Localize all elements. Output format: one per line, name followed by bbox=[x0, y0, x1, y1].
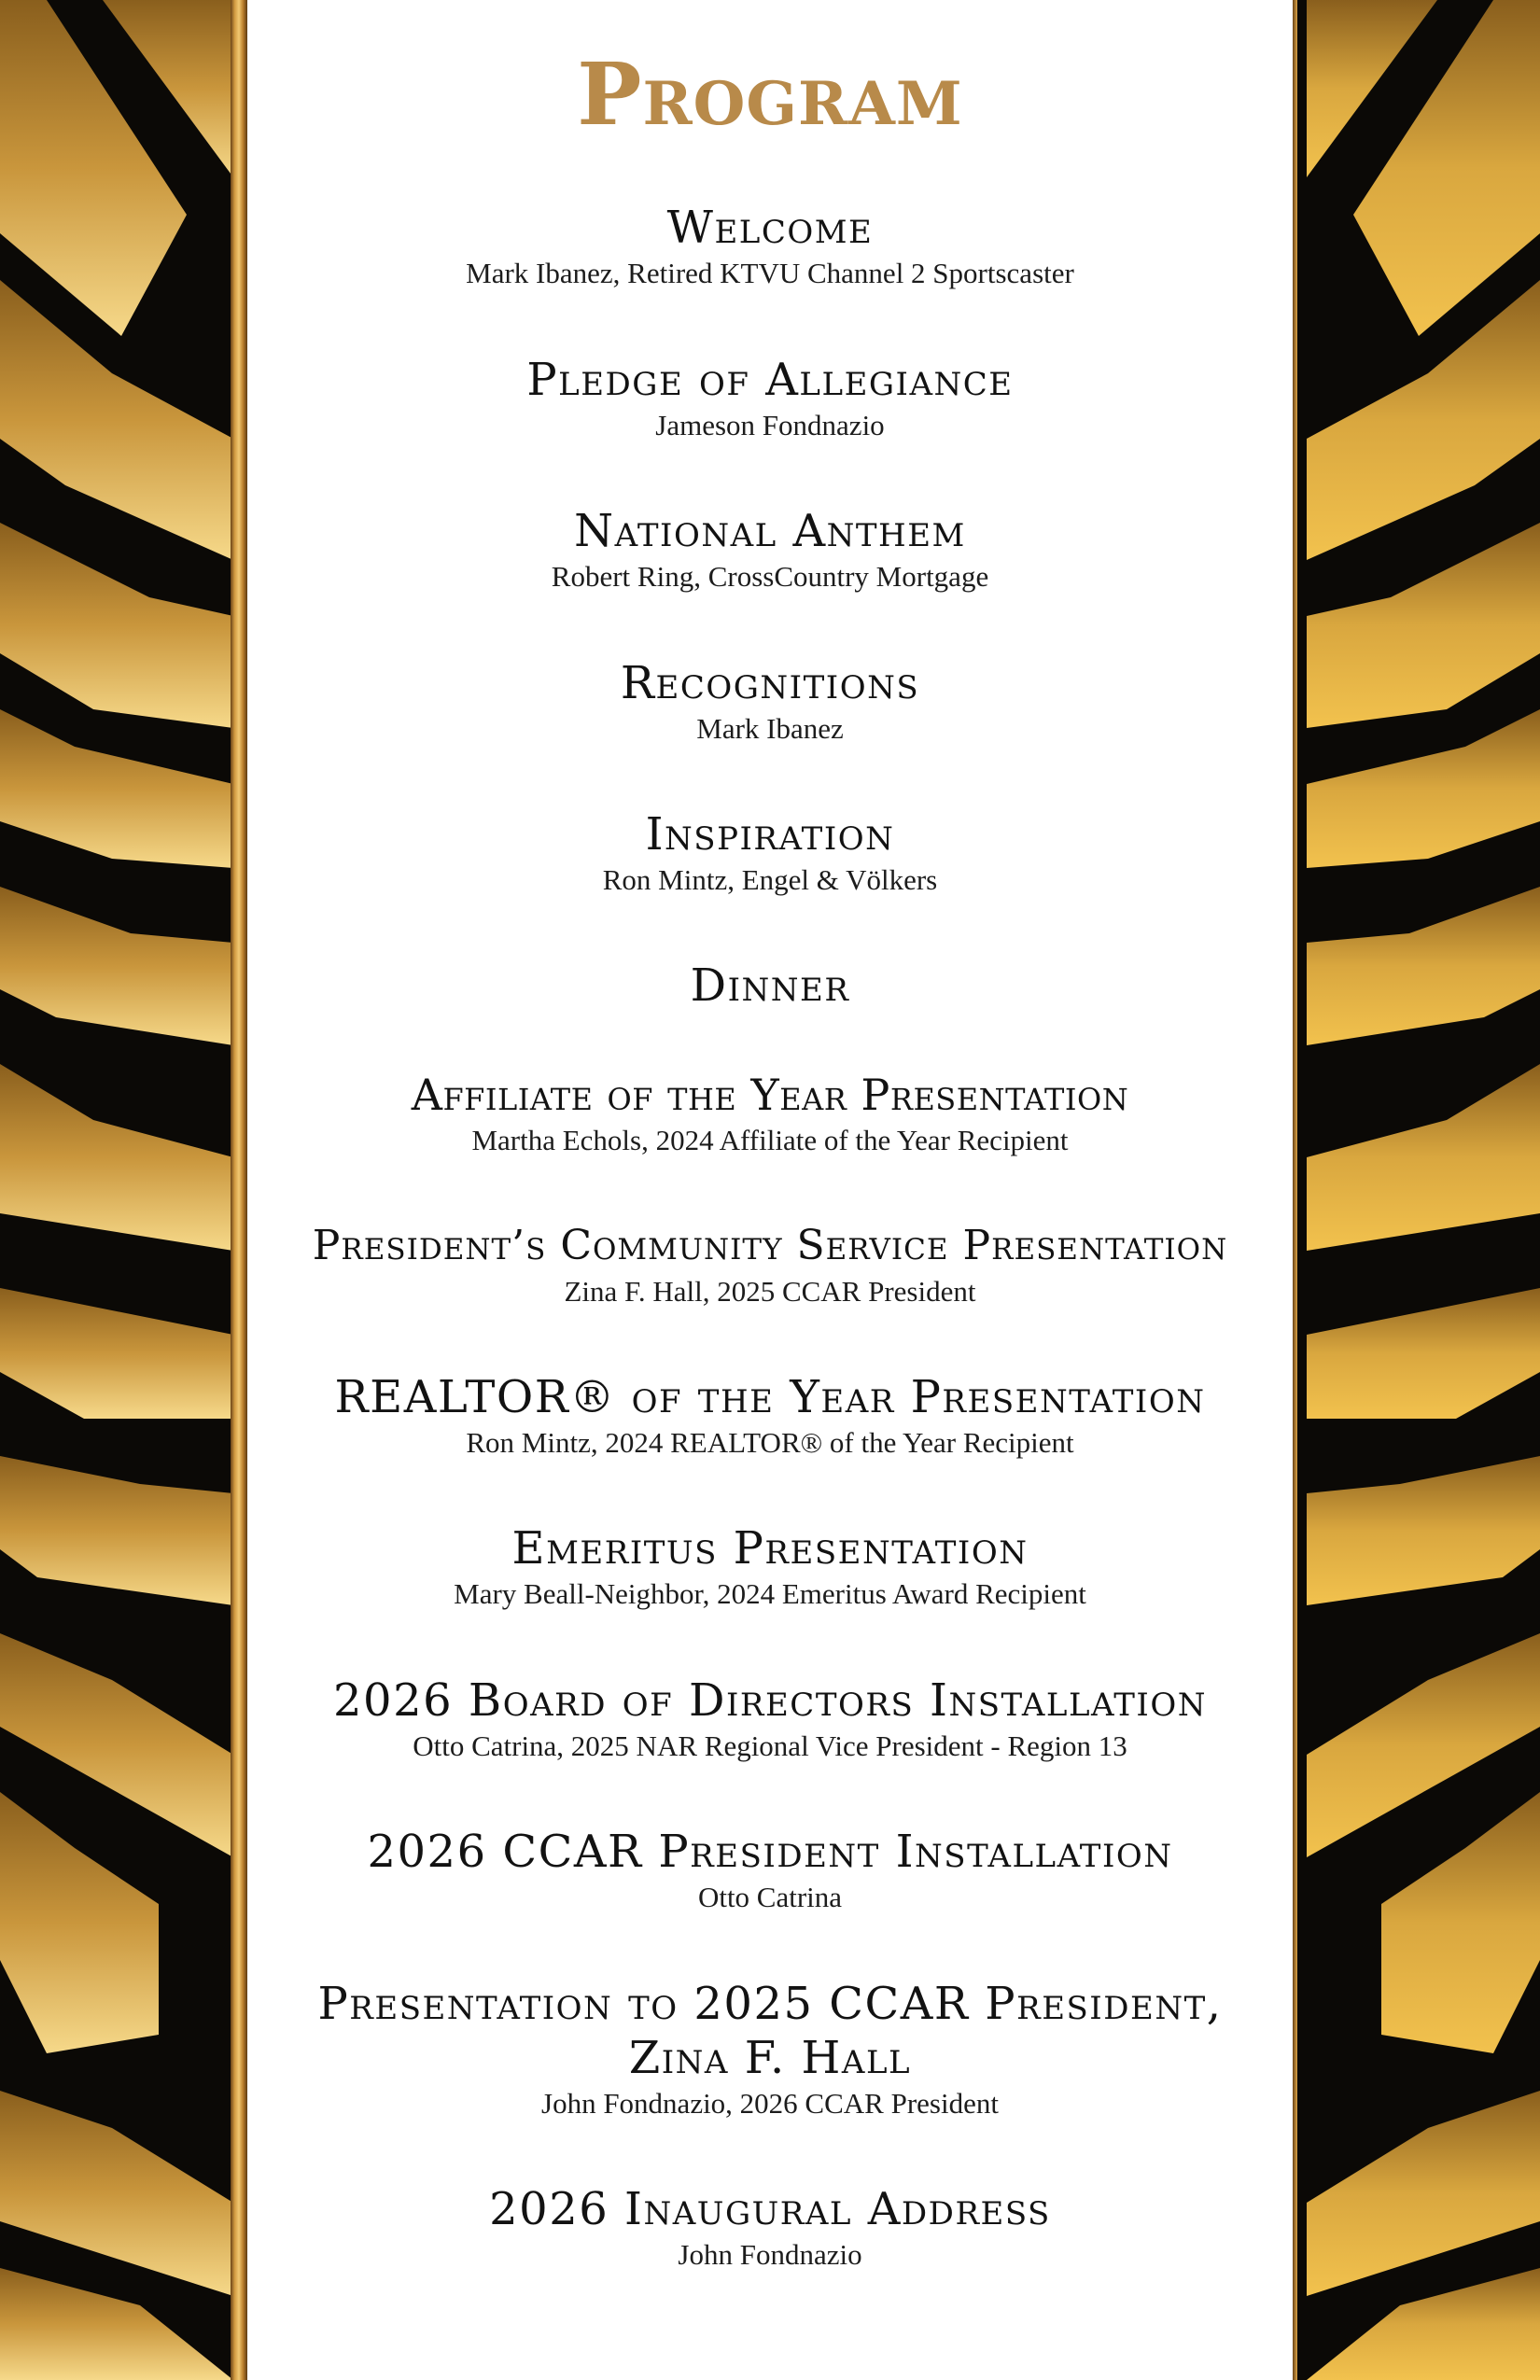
item-detail: Ron Mintz, 2024 REALTOR® of the Year Recipient bbox=[466, 1426, 1074, 1459]
program-item-affiliate-presentation bbox=[247, 1068, 1293, 1159]
program-item-dinner bbox=[247, 959, 1293, 1013]
program-item-recognitions bbox=[247, 656, 1293, 748]
program-item-welcome bbox=[247, 201, 1293, 292]
left-gold-pattern bbox=[0, 0, 243, 2380]
item-heading: Pledge of Allegiance bbox=[526, 354, 1014, 406]
left-gold-frame bbox=[231, 0, 247, 2380]
program-item-realtor-presentation bbox=[247, 1370, 1293, 1462]
item-heading: Recognitions bbox=[620, 657, 920, 709]
item-heading: National Anthem bbox=[574, 505, 966, 557]
program-item-community-service-presentation bbox=[247, 1219, 1293, 1310]
program-item-inspiration bbox=[247, 807, 1293, 899]
item-detail: John Fondnazio, 2026 CCAR President bbox=[541, 2087, 999, 2120]
item-heading: REALTOR® of the Year Presentation bbox=[334, 1371, 1206, 1423]
program-item-board-installation bbox=[247, 1673, 1293, 1765]
program-title: Program bbox=[577, 44, 963, 145]
item-heading: Dinner bbox=[690, 959, 850, 1012]
item-detail: Otto Catrina bbox=[697, 1881, 843, 1913]
item-heading-line2: Zina F. Hall bbox=[628, 2032, 912, 2084]
item-heading: Emeritus Presentation bbox=[511, 1522, 1029, 1575]
item-heading: 2026 Board of Directors Installation bbox=[333, 1674, 1207, 1727]
program-item-inaugural-address bbox=[247, 2182, 1293, 2274]
item-detail: Mary Beall-Neighbor, 2024 Emeritus Award Recipient bbox=[454, 1577, 1086, 1610]
program-item-president-installation bbox=[247, 1825, 1293, 1916]
item-heading: Inspiration bbox=[645, 808, 895, 861]
program-item-presentation-to-president bbox=[247, 1977, 1293, 2122]
item-detail: Robert Ring, CrossCountry Mortgage bbox=[551, 560, 989, 593]
item-heading: Affiliate of the Year Presentation bbox=[411, 1070, 1129, 1120]
item-heading: 2026 CCAR President Installation bbox=[367, 1826, 1173, 1878]
item-detail: Otto Catrina, 2025 NAR Regional Vice President - Region 13 bbox=[413, 1729, 1127, 1762]
item-detail: Mark Ibanez, Retired KTVU Channel 2 Sportscaster bbox=[466, 257, 1074, 289]
item-detail: Martha Echols, 2024 Affiliate of the Year Recipient bbox=[471, 1124, 1069, 1156]
item-heading-line1: Presentation to 2025 CCAR President, bbox=[317, 1978, 1223, 2030]
left-decorative-border bbox=[0, 0, 243, 2380]
program-item-emeritus-presentation bbox=[247, 1521, 1293, 1613]
right-gold-pattern bbox=[1297, 0, 1540, 2380]
program-item-pledge bbox=[247, 353, 1293, 444]
item-detail: Jameson Fondnazio bbox=[655, 409, 885, 441]
item-heading: 2026 Inaugural Address bbox=[489, 2183, 1051, 2235]
program-item-anthem bbox=[247, 504, 1293, 595]
item-detail: Mark Ibanez bbox=[696, 712, 844, 745]
program-panel bbox=[247, 0, 1293, 2380]
item-heading: Welcome bbox=[666, 202, 874, 254]
item-heading: President’s Community Service Presentation bbox=[312, 1222, 1228, 1269]
item-detail: John Fondnazio bbox=[678, 2238, 862, 2271]
item-detail: Ron Mintz, Engel & Völkers bbox=[602, 863, 938, 896]
right-decorative-border bbox=[1297, 0, 1540, 2380]
item-detail: Zina F. Hall, 2025 CCAR President bbox=[564, 1275, 976, 1308]
item-heading bbox=[247, 1977, 1293, 2085]
